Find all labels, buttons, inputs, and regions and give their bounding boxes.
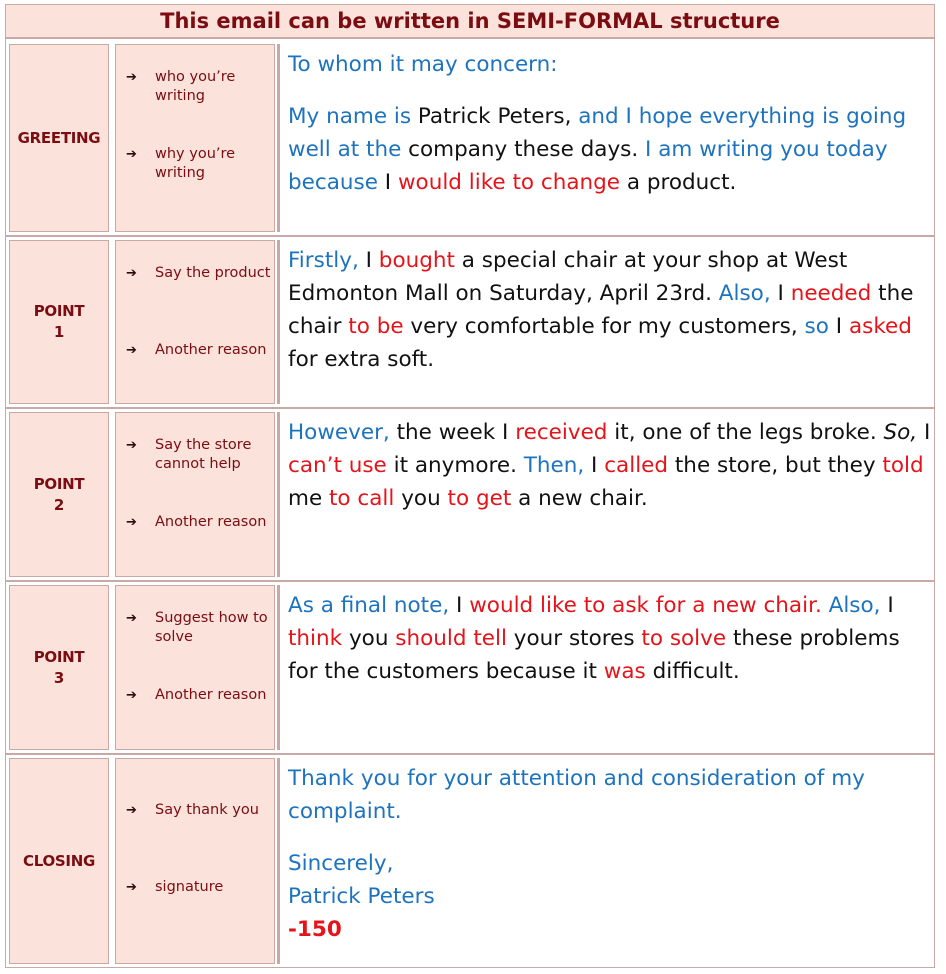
arrow-icon: ➔ <box>126 266 137 281</box>
bullet-item: ➔ who you’re writing <box>126 69 236 104</box>
bullet-item: ➔ Say the product <box>126 265 271 281</box>
arrow-icon: ➔ <box>126 70 137 85</box>
arrow-icon: ➔ <box>126 611 137 626</box>
bullet-item: ➔ Say the store cannot help <box>126 437 252 472</box>
email-structure-table <box>5 4 935 968</box>
arrow-icon: ➔ <box>126 880 137 895</box>
signoff: Sincerely, <box>288 851 394 876</box>
row-greeting <box>6 41 934 235</box>
row-label-point-3: POINT 3 <box>9 585 109 750</box>
row-bullets-greeting <box>115 44 275 232</box>
bullet-item: ➔ Say thank you <box>126 802 259 818</box>
word-count: -150 <box>288 917 342 942</box>
greeting-paragraph: My name is Patrick Peters, and I hope everything is going well at the company these days. I am writing you today because I would like to change a product. <box>288 104 907 195</box>
row-bullets-closing <box>115 758 275 964</box>
bullet-item: ➔ Suggest how to solve <box>126 610 268 645</box>
arrow-icon: ➔ <box>126 515 137 530</box>
row-point-2 <box>6 409 934 580</box>
bullet-item: ➔ signature <box>126 879 224 895</box>
bullet-item: ➔ Another reason <box>126 342 267 358</box>
row-label-point-1: POINT 1 <box>9 240 109 404</box>
thanks-line: Thank you for your attention and consideration of my complaint. <box>288 766 865 824</box>
bullet-item: ➔ why you’re writing <box>126 146 236 181</box>
arrow-icon: ➔ <box>126 803 137 818</box>
row-label-point-2: POINT 2 <box>9 412 109 577</box>
arrow-icon: ➔ <box>126 147 137 162</box>
bullet-item: ➔ Another reason <box>126 514 267 530</box>
row-label-greeting: GREETING <box>9 44 109 232</box>
table-title: This email can be written in SEMI-FORMAL structure <box>6 5 934 39</box>
bullet-item: ➔ Another reason <box>126 687 267 703</box>
arrow-icon: ➔ <box>126 343 137 358</box>
row-point-3 <box>6 582 934 753</box>
arrow-icon: ➔ <box>126 438 137 453</box>
row-label-closing: CLOSING <box>9 758 109 964</box>
arrow-icon: ➔ <box>126 688 137 703</box>
point-1-text: Firstly, I bought a special chair at your shop at West Edmonton Mall on Saturday, April 23rd. Also, I needed the chair to be very comfortable for my customers, so I asked for extra soft. <box>277 240 931 404</box>
row-bullets-point-2 <box>115 412 275 577</box>
salutation: To whom it may concern: <box>288 52 558 77</box>
signature-name: Patrick Peters <box>288 884 435 909</box>
row-closing <box>6 755 934 967</box>
row-point-1 <box>6 237 934 407</box>
row-bullets-point-3 <box>115 585 275 750</box>
row-bullets-point-1 <box>115 240 275 404</box>
point-3-text: As a final note, I would like to ask for a new chair. Also, I think you should tell your stores to solve these problems for the customers because it was difficult. <box>277 585 931 750</box>
point-2-text: However, the week I received it, one of the legs broke. So, I can’t use it anymore. Then, I called the store, but they told me to call you to get a new chair. <box>277 412 931 577</box>
greeting-text <box>277 44 931 232</box>
closing-text <box>277 758 931 964</box>
